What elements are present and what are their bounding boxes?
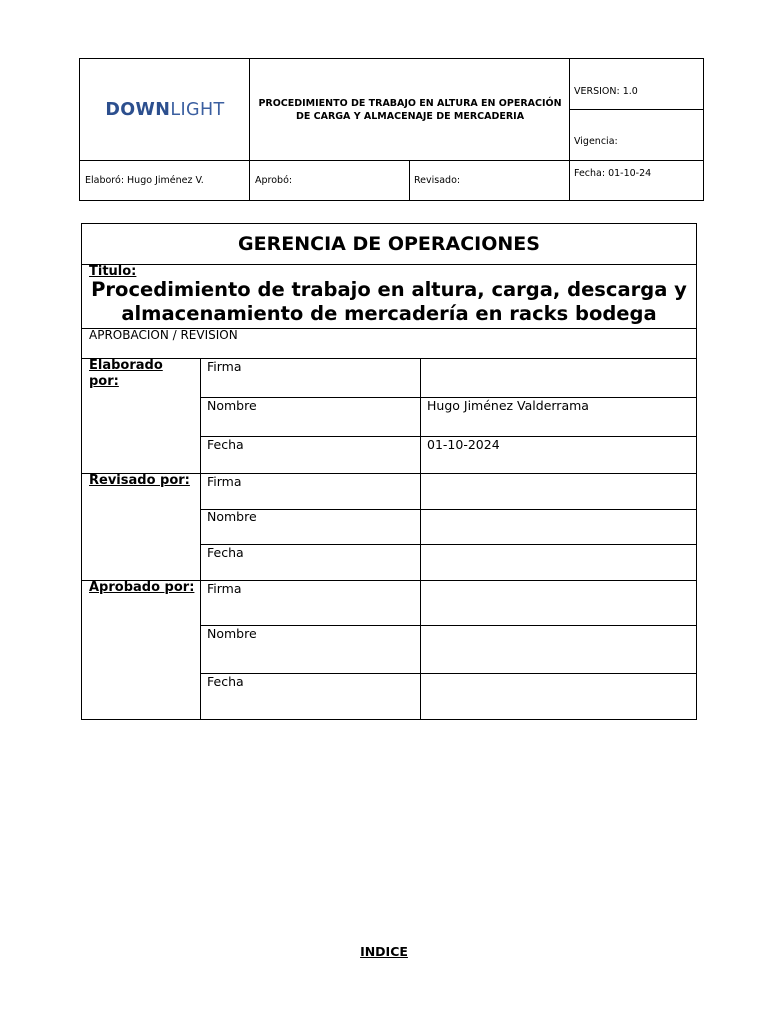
document-title: PROCEDIMIENTO DE TRABAJO EN ALTURA EN OPERACIÓN DE CARGA Y ALMACENAJE DE MERCADERIA: [258, 97, 562, 122]
revisado-nombre-field: Nombre: [207, 509, 257, 524]
revisado-firma-field: Firma: [207, 474, 242, 489]
version-label: VERSION: 1.0: [574, 86, 638, 97]
procedure-title: Procedimiento de trabajo en altura, carga, descarga y almacenamiento de mercadería en racks bodega: [91, 278, 687, 325]
titulo-label: Titulo:: [89, 264, 137, 279]
document-header: [79, 58, 704, 201]
approval-table: [81, 223, 697, 720]
revisado-por-label: Revisado por:: [89, 473, 190, 488]
aprobado-fecha-field: Fecha: [207, 674, 244, 689]
revisado-fecha-field: Fecha: [207, 545, 244, 560]
elaborado-nombre-field: Nombre: [207, 398, 257, 413]
aprobado-nombre-field: Nombre: [207, 626, 257, 641]
logo-text-light: LIGHT: [170, 99, 225, 120]
aprobo-label: Aprobó:: [255, 175, 293, 186]
elaborado-fecha-value: 01-10-2024: [427, 437, 500, 452]
aprobado-firma-field: Firma: [207, 581, 242, 596]
gerencia-heading: GERENCIA DE OPERACIONES: [238, 233, 540, 255]
fecha-label: Fecha: 01-10-24: [574, 168, 652, 179]
elaboro-label: Elaboró: Hugo Jiménez V.: [85, 175, 204, 186]
elaborado-por-label: Elaborado por:: [89, 358, 163, 389]
company-logo: [80, 59, 250, 160]
vigencia-label: Vigencia:: [574, 136, 618, 147]
indice-heading: INDICE: [360, 944, 408, 959]
aprobacion-revision-label: APROBACION / REVISION: [89, 328, 238, 342]
logo-text-bold: DOWN: [105, 99, 171, 120]
elaborado-nombre-value: Hugo Jiménez Valderrama: [427, 398, 589, 413]
revisado-label: Revisado:: [414, 175, 461, 186]
elaborado-fecha-field: Fecha: [207, 437, 244, 452]
aprobado-por-label: Aprobado por:: [89, 580, 195, 595]
elaborado-firma-field: Firma: [207, 359, 242, 374]
